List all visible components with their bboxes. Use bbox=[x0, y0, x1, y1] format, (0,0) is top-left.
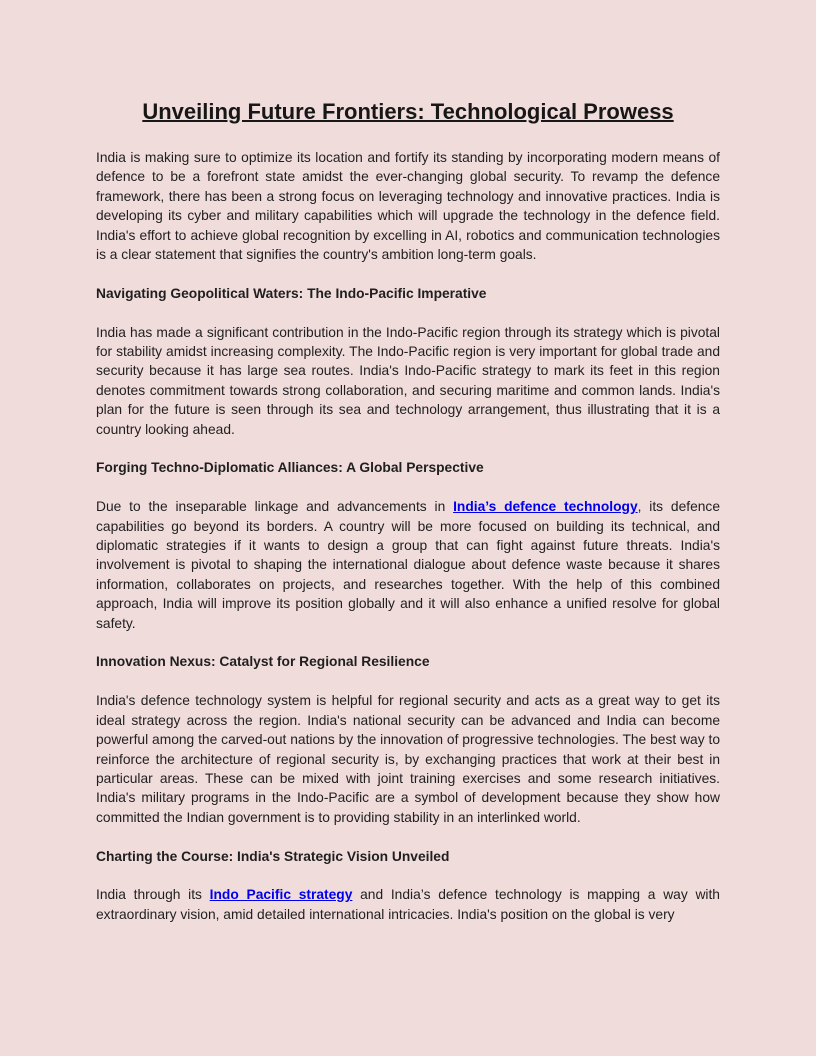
paragraph-alliances bbox=[96, 497, 720, 633]
paragraph-intro: India is making sure to optimize its location and fortify its standing by incorporating modern means of defence to be a forefront state amidst the ever-changing global security. To revamp the defence framework, there has been a strong focus on leveraging technology and innovative practices. India is developing its cyber and military capabilities which will upgrade the technology in the defence field. India's effort to achieve global recognition by excelling in AI, robotics and communication technologies is a clear statement that signifies the country's ambition long-term goals. bbox=[96, 150, 720, 263]
heading-innovation-nexus: Innovation Nexus: Catalyst for Regional Resilience bbox=[96, 654, 430, 670]
paragraph-charting-text-before: India through its bbox=[96, 887, 210, 903]
link-indias-defence-technology[interactable]: India’s defence technology bbox=[453, 499, 638, 515]
link-indo-pacific-strategy[interactable]: Indo Pacific strategy bbox=[209, 887, 353, 903]
paragraph-innovation: India's defence technology system is helpful for regional security and acts as a great way to get its ideal strategy across the region. India's national security can be advanced and India can become powerful among the carved-out nations by the innovation of progressive technologies. The best way to reinforce the architecture of regional security is, by exchanging practices that work at their best in particular areas. These can be mixed with joint training exercises and some research initiatives. India's military programs in the Indo-Pacific are a symbol of development because they show how committed the Indian government is to providing stability in an interlinked world. bbox=[96, 693, 720, 825]
paragraph-alliances-text-before: Due to the inseparable linkage and advancements in bbox=[96, 499, 454, 515]
heading-techno-diplomatic-alliances: Forging Techno-Diplomatic Alliances: A Global Perspective bbox=[96, 460, 484, 476]
paragraph-charting bbox=[96, 885, 720, 924]
paragraph-alliances-text-after: , its defence capabilities go beyond its borders. A country will be more focused on building its technical, and diplomatic strategies if it wants to design a group that can fight against future threats. India's involvement is pivotal to shaping the international dialogue about defence waste because it shares information, collaborates on projects, and researches together. With the help of this combined approach, India will improve its position globally and it will also enhance a unified resolve for global safety. bbox=[96, 499, 720, 631]
paragraph-geopolitical: India has made a significant contribution in the Indo-Pacific region through its strategy which is pivotal for stability amidst increasing complexity. The Indo-Pacific region is very important for global trade and security because it has large sea routes. India's Indo-Pacific strategy to mark its feet in this region denotes commitment towards strong collaboration, and securing maritime and common lands. India's plan for the future is seen through its sea and technology arrangement, thus illustrating that it is a country looking ahead. bbox=[96, 324, 720, 437]
document-title: Unveiling Future Frontiers: Technological Prowess bbox=[142, 99, 674, 124]
paragraph-charting-text-after: and India’s defence technology is mapping a way with extraordinary vision, amid detailed international intricacies. India's position on the global is very bbox=[96, 887, 720, 922]
heading-charting-the-course: Charting the Course: India's Strategic Vision Unveiled bbox=[96, 848, 450, 864]
document-body bbox=[96, 148, 720, 924]
heading-geopolitical-waters: Navigating Geopolitical Waters: The Indo-Pacific Imperative bbox=[96, 285, 487, 301]
